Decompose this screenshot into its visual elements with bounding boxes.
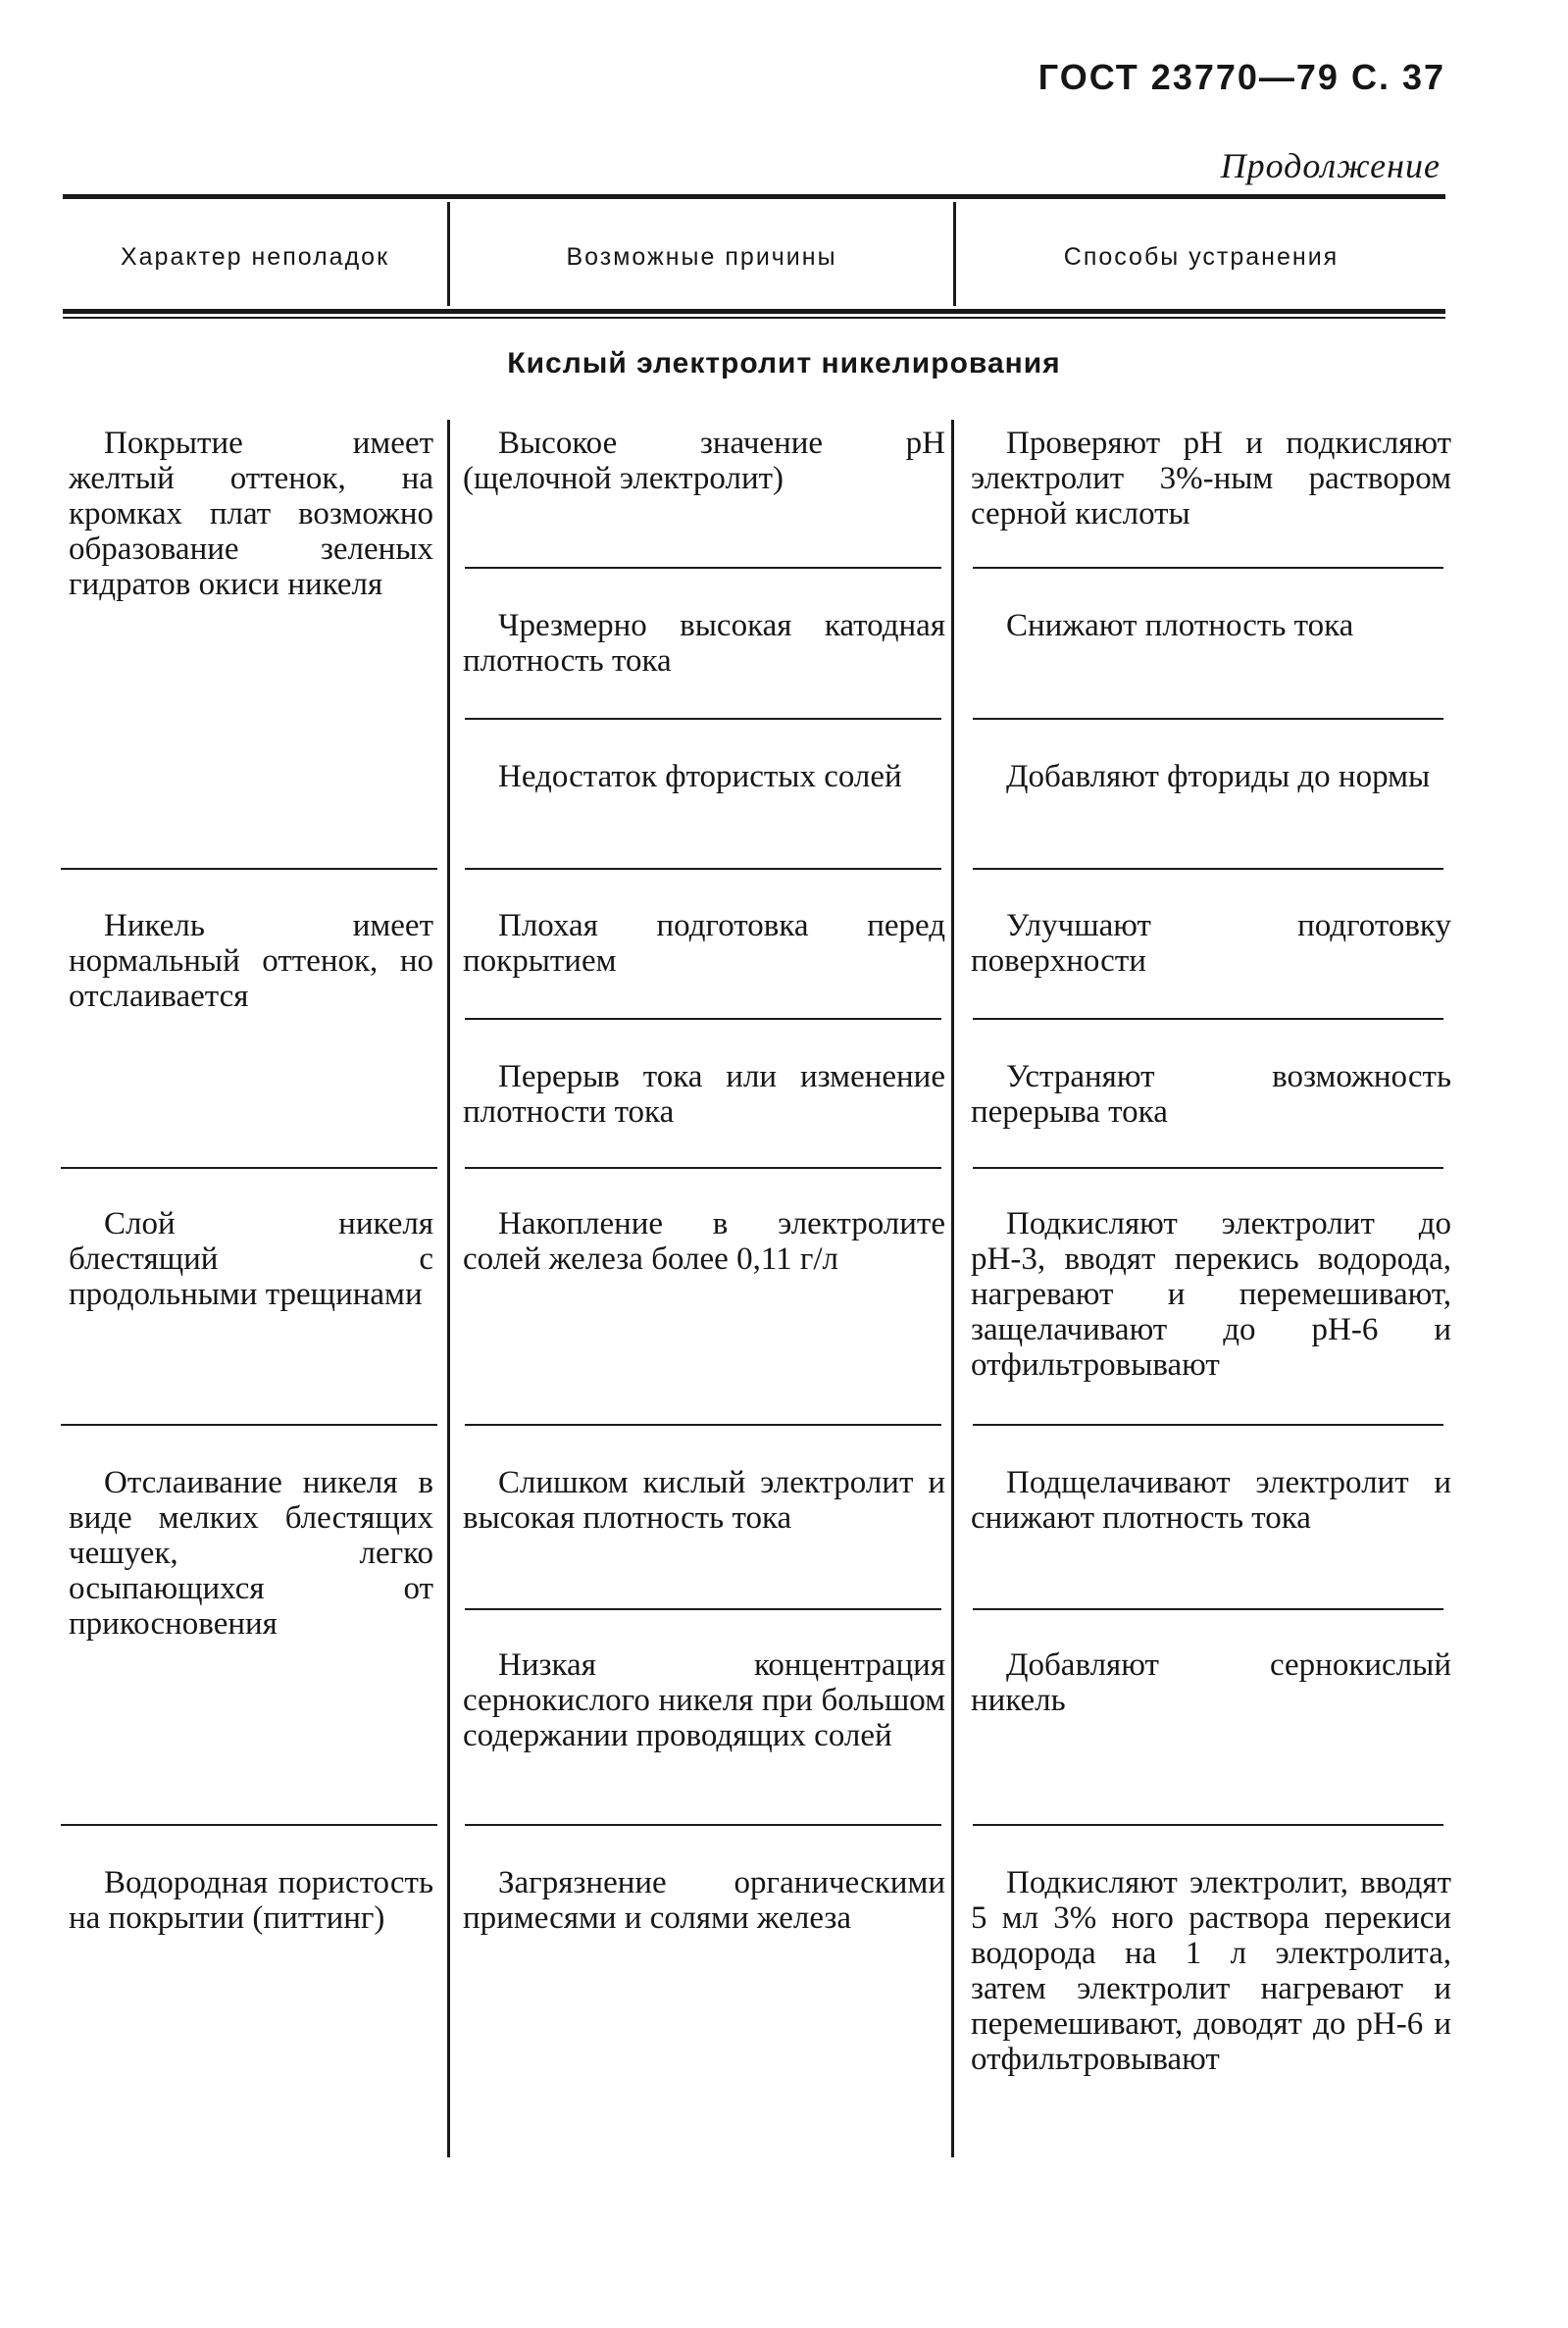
row-separator <box>973 1824 1443 1826</box>
table-head-rule-thin <box>63 317 1445 319</box>
item-separator <box>465 567 941 569</box>
defect-cell: Никель имеет нормальный оттенок, но отслаивается <box>69 908 433 1014</box>
row-separator <box>973 1424 1443 1426</box>
defect-cell: Отслаивание никеля в виде мелких блестящих чешуек, легко осыпающихся от прикосновения <box>69 1465 433 1642</box>
remedy-cell: Устраняют возможность перерыва тока <box>971 1059 1451 1130</box>
row-separator <box>465 1824 941 1826</box>
standard-header: ГОСТ 23770—79 С. 37 <box>1037 57 1445 97</box>
item-separator <box>465 718 941 720</box>
remedy-cell: Добавляют фториды до нормы <box>1006 759 1431 794</box>
section-title: Кислый электролит никелирования <box>507 347 1061 380</box>
cause-cell: Низкая концентрация сернокислого никеля при большом содержании проводящих солей <box>463 1647 945 1753</box>
table-head-rule <box>63 309 1445 314</box>
row-separator <box>61 1824 437 1826</box>
cause-cell: Недостаток фтористых солей <box>498 759 902 794</box>
cause-cell: Высокое значение рН (щелочной электролит) <box>463 426 945 496</box>
remedy-cell: Проверяют рН и подкисляют электролит 3%-ным раствором серной кислоты <box>971 426 1451 531</box>
body-divider-2 <box>951 420 954 2157</box>
continuation-label: Продолжение <box>1220 146 1441 185</box>
row-separator <box>973 1167 1443 1169</box>
body-divider-1 <box>447 420 450 2157</box>
cause-cell: Плохая подготовка перед покрытием <box>463 908 945 979</box>
row-separator <box>61 1424 437 1426</box>
item-separator <box>973 1018 1443 1020</box>
item-separator <box>973 567 1443 569</box>
defect-cell: Водородная пористость на покрытии (питтинг) <box>69 1865 433 1936</box>
cause-cell: Чрезмерно высокая катодная плотность тока <box>463 608 945 679</box>
item-separator <box>465 1018 941 1020</box>
remedy-cell: Подкисляют электролит, вводят 5 мл 3% ного раствора перекиси водорода на 1 л электролита, затем электролит нагревают и перемешивают, доводят до рН-6 и отфильтровывают <box>971 1865 1451 2077</box>
cause-cell: Слишком кислый электролит и высокая плотность тока <box>463 1465 945 1536</box>
defect-cell: Покрытие имеет желтый оттенок, на кромках плат возможно образование зеленых гидратов окиси никеля <box>69 426 433 602</box>
remedy-cell: Добавляют сернокислый никель <box>971 1647 1451 1718</box>
remedy-cell: Улучшают подготовку поверхности <box>971 908 1451 979</box>
row-separator <box>465 1167 941 1169</box>
row-separator <box>465 1424 941 1426</box>
item-separator <box>973 1608 1443 1610</box>
column-header-defect: Характер неполадок <box>120 243 390 271</box>
row-separator <box>61 868 437 870</box>
row-separator <box>61 1167 437 1169</box>
remedy-cell: Снижают плотность тока <box>1006 608 1354 643</box>
column-header-remedy: Способы устранения <box>1063 243 1340 271</box>
remedy-cell: Подщелачивают электролит и снижают плотность тока <box>971 1465 1451 1536</box>
row-separator <box>973 868 1443 870</box>
cause-cell: Накопление в электролите солей железа более 0,11 г/л <box>463 1206 945 1277</box>
row-separator <box>465 868 941 870</box>
defect-cell: Слой никеля блестящий с продольными трещинами <box>69 1206 433 1312</box>
cause-cell: Перерыв тока или изменение плотности тока <box>463 1059 945 1130</box>
column-header-cause: Возможные причины <box>566 243 837 271</box>
remedy-cell: Подкисляют электролит до рН-3, вводят перекись водорода, нагревают и перемешивают, защелачивают до рН-6 и отфильтровывают <box>971 1206 1451 1383</box>
cause-cell: Загрязнение органическими примесями и солями железа <box>463 1865 945 1936</box>
item-separator <box>973 718 1443 720</box>
table-top-rule <box>63 194 1445 199</box>
item-separator <box>465 1608 941 1610</box>
